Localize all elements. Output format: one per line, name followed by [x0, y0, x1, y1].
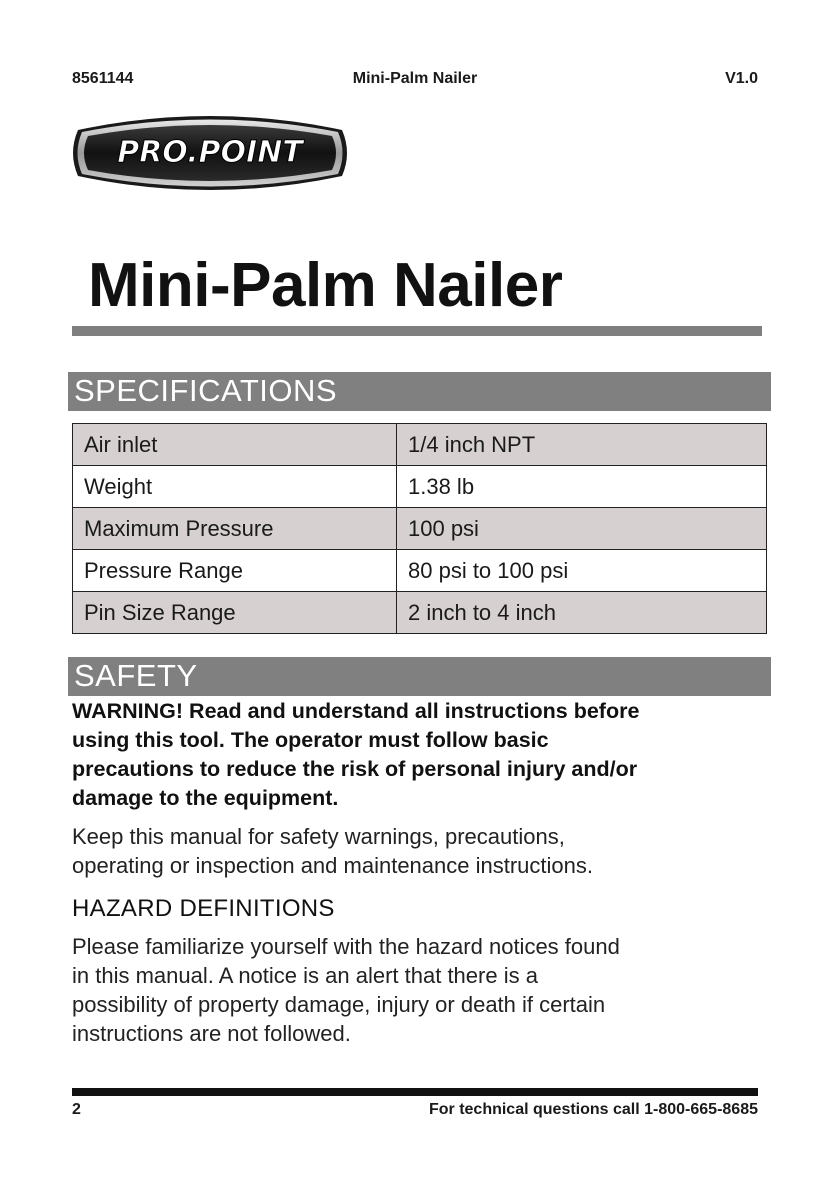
- spec-value: 1.38 lb: [397, 466, 767, 508]
- hazard-definitions-heading: HAZARD DEFINITIONS: [72, 895, 335, 922]
- hazard-definitions-paragraph: [72, 932, 772, 1048]
- technical-support-phone: For technical questions call 1-800-665-8685: [428, 1101, 758, 1118]
- spec-value: 2 inch to 4 inch: [397, 592, 767, 634]
- table-row: [73, 466, 767, 508]
- pro-point-logo: [70, 108, 350, 198]
- spec-value: 100 psi: [397, 508, 767, 550]
- table-row: [73, 508, 767, 550]
- title-divider: [72, 326, 762, 336]
- specifications-table: [72, 423, 767, 634]
- header-doc-title: Mini-Palm Nailer: [352, 70, 478, 87]
- version-label: V1.0: [725, 70, 758, 87]
- warning-line: damage to the equipment.: [72, 786, 339, 810]
- specifications-heading-bar: [68, 372, 771, 411]
- text-line: Keep this manual for safety warnings, precautions,: [72, 824, 565, 849]
- spec-label: Pressure Range: [73, 550, 397, 592]
- part-number: 8561144: [72, 70, 134, 87]
- page-footer: [72, 1101, 758, 1123]
- text-line: instructions are not followed.: [72, 1021, 351, 1046]
- safety-heading: SAFETY: [74, 658, 198, 693]
- specifications-heading: SPECIFICATIONS: [74, 373, 338, 408]
- table-row: [73, 550, 767, 592]
- keep-manual-paragraph: [72, 822, 772, 880]
- spec-value: 80 psi to 100 psi: [397, 550, 767, 592]
- svg-text:PRO.POINT: PRO.POINT: [117, 135, 303, 170]
- safety-heading-bar: [68, 657, 771, 696]
- spec-label: Pin Size Range: [73, 592, 397, 634]
- footer-divider: [72, 1088, 758, 1096]
- spec-label: Maximum Pressure: [73, 508, 397, 550]
- warning-line: using this tool. The operator must follow basic: [72, 728, 549, 752]
- page-title: Mini-Palm Nailer: [88, 251, 563, 320]
- spec-label: Air inlet: [73, 424, 397, 466]
- warning-line: WARNING! Read and understand all instructions before: [72, 699, 640, 723]
- warning-paragraph: [72, 697, 772, 813]
- text-line: in this manual. A notice is an alert that there is a: [72, 963, 538, 988]
- text-line: operating or inspection and maintenance instructions.: [72, 853, 593, 878]
- spec-value: 1/4 inch NPT: [397, 424, 767, 466]
- spec-label: Weight: [73, 466, 397, 508]
- text-line: Please familiarize yourself with the hazard notices found: [72, 934, 620, 959]
- table-row: [73, 592, 767, 634]
- page-header: [72, 70, 758, 92]
- page-number: 2: [72, 1101, 81, 1118]
- text-line: possibility of property damage, injury or death if certain: [72, 992, 606, 1017]
- warning-line: precautions to reduce the risk of personal injury and/or: [72, 757, 638, 781]
- table-row: [73, 424, 767, 466]
